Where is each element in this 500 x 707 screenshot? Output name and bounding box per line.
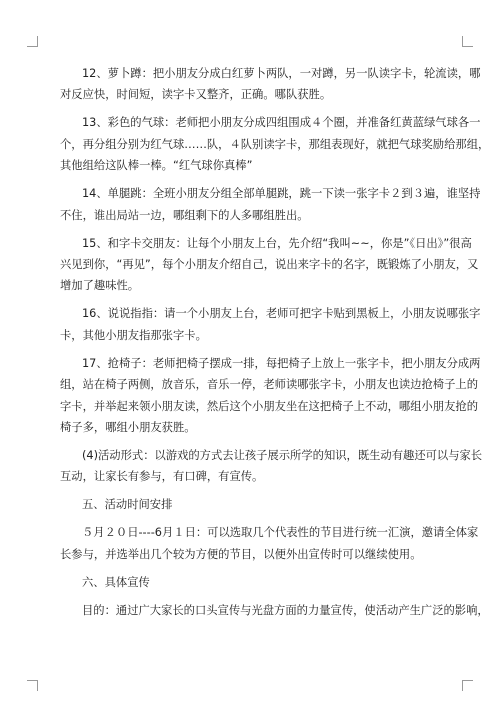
text-line: 六、具体宣传 <box>82 575 150 589</box>
text-line: (4)活动形式：以游戏的方式去让孩子展示所学的知识，既生动有趣还可以与家长 <box>82 449 483 463</box>
paragraph <box>60 600 489 621</box>
document-body <box>60 63 490 628</box>
paragraph <box>60 494 446 515</box>
corner-mark-top-left <box>27 36 38 47</box>
paragraph <box>60 183 481 226</box>
text-line: 兴见到你，“再见”，每个小朋友介绍自己，说出来字卡的名字，既锻炼了小朋友，又 <box>60 258 479 272</box>
paragraph <box>60 233 479 297</box>
text-line: 13、彩色的气球：老师把小朋友分成四组围成４个圈，并准备红黄蓝绿气球各一 <box>82 116 481 130</box>
text-line: 其他组给这队棒一棒。“红气球你真棒” <box>60 159 253 173</box>
text-line: 字卡，并举起来领小朋友读，然后这个小朋友坐在这把椅子上不动，哪组小朋友抢的 <box>60 399 478 413</box>
paragraph <box>60 303 481 346</box>
paragraph <box>60 63 481 106</box>
paragraph <box>60 572 446 593</box>
corner-mark-bottom-left <box>27 680 38 691</box>
text-line: ５月２０日----6月１日：可以选取几个代表性的节目进行统一汇演，邀请全体家 <box>82 526 479 540</box>
text-line: 个，再分组分别为红气球……队，４队别读字卡，那组表现好，就把气球奖励给那组， <box>60 137 490 151</box>
text-line: 椅子多，哪组小朋友获胜。 <box>60 421 196 435</box>
text-line: 五、活动时间安排 <box>82 498 173 512</box>
paragraph <box>60 353 481 439</box>
text-line: 16、说说指指：请一个小朋友上台，老师可把字卡贴到黑板上，小朋友说哪张字 <box>82 307 481 321</box>
text-line: 目的：通过广大家长的口头宣传与光盘方面的力量宣传，使活动产生广泛的影响， <box>82 603 489 617</box>
text-line: 长参与，并选举出几个较为方便的节目，以便外出宣传时可以继续使用。 <box>60 547 422 561</box>
text-line: 17、抢椅子：老师把椅子摆成一排，每把椅子上放上一张字卡，把小朋友分成两 <box>82 356 481 370</box>
text-line: 14、单腿跳：全班小朋友分组全部单腿跳，跳一下读一张字卡２到３遍，谁坚持 <box>82 187 481 201</box>
paragraph <box>60 445 483 488</box>
text-line: 互动，让家长有参与，有口碑，有宣传。 <box>60 470 264 484</box>
paragraph <box>60 112 490 176</box>
text-line: 15、和字卡交朋友：让每个小朋友上台，先介绍“我叫~~，你是”《日出》”很高 <box>82 236 472 250</box>
text-line: 增加了趣味性。 <box>60 279 140 293</box>
text-line: 对反应快，时间短，读字卡又整齐，正确。哪队获胜。 <box>60 88 332 102</box>
text-line: 组，站在椅子两侧，放音乐，音乐一停，老师读哪张字卡，小朋友也读边抢椅子上的 <box>60 378 478 392</box>
paragraph <box>60 522 479 565</box>
corner-mark-top-right <box>462 36 473 47</box>
text-line: 卡，其他小朋友指那张字卡。 <box>60 328 207 342</box>
text-line: 12、萝卜蹲：把小朋友分成白红萝卜两队，一对蹲，另一队读字卡，轮流读，哪 <box>82 67 481 80</box>
text-line: 不住，谁出局站一边，哪组剩下的人多哪组胜出。 <box>60 208 309 222</box>
corner-mark-bottom-right <box>462 680 473 691</box>
